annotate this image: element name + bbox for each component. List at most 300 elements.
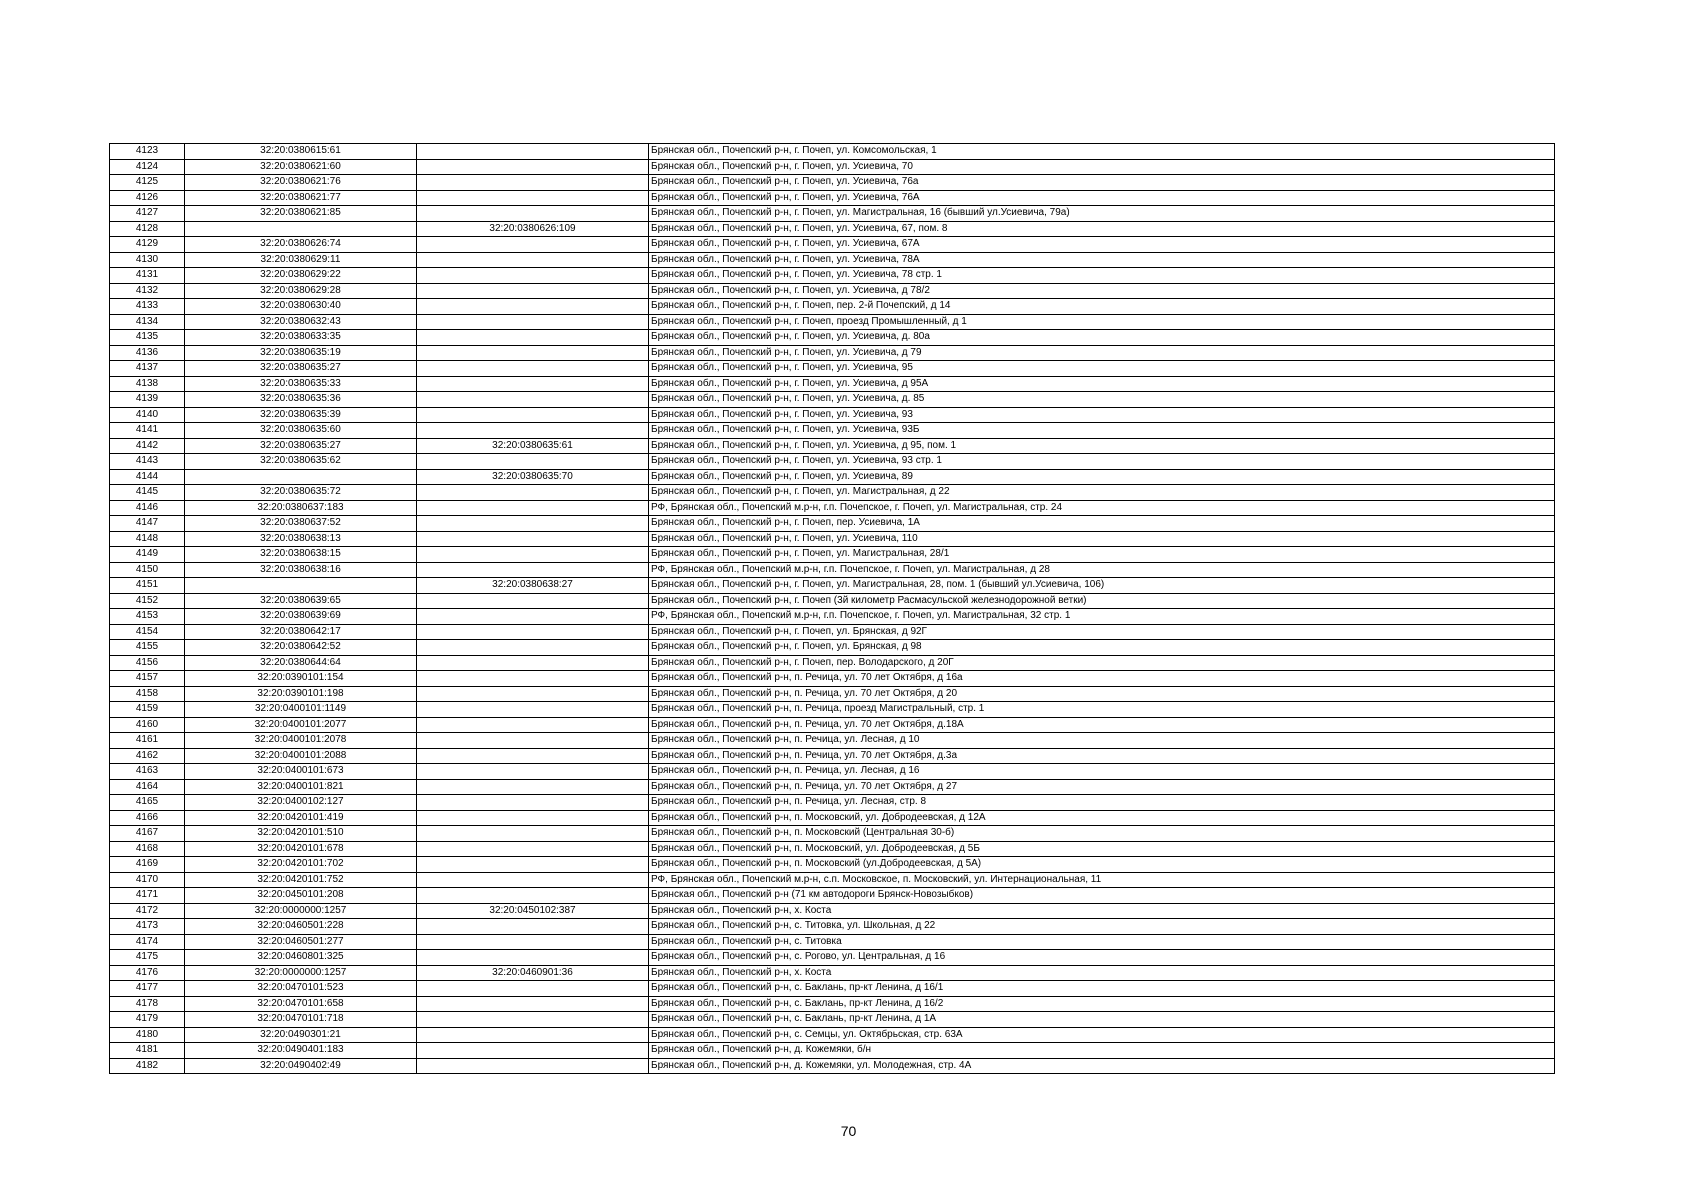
related-cadastral-number-cell	[417, 981, 649, 997]
address-cell: РФ, Брянская обл., Почепский м.р-н, г.п. Почепское, г. Почеп, ул. Магистральная, 32 стр. 1	[649, 609, 1555, 625]
related-cadastral-number-cell	[417, 159, 649, 175]
row-number-cell: 4181	[110, 1043, 185, 1059]
address-cell: Брянская обл., Почепский р-н, г. Почеп, пер. Усиевича, 1А	[649, 516, 1555, 532]
address-cell: Брянская обл., Почепский р-н, г. Почеп, ул. Магистральная, д 22	[649, 485, 1555, 501]
cadastral-number-cell: 32:20:0460501:228	[185, 919, 417, 935]
address-cell: Брянская обл., Почепский р-н, с. Рогово, ул. Центральная, д 16	[649, 950, 1555, 966]
related-cadastral-number-cell: 32:20:0380638:27	[417, 578, 649, 594]
table-row	[110, 283, 1555, 299]
related-cadastral-number-cell	[417, 330, 649, 346]
address-cell: Брянская обл., Почепский р-н, х. Коста	[649, 903, 1555, 919]
table-row	[110, 361, 1555, 377]
address-cell: Брянская обл., Почепский р-н, г. Почеп (3й километр Расмасульской железнодорожной ветки)	[649, 593, 1555, 609]
table-row	[110, 268, 1555, 284]
registry-table-body	[110, 144, 1555, 1074]
table-row	[110, 1012, 1555, 1028]
related-cadastral-number-cell	[417, 283, 649, 299]
cadastral-number-cell: 32:20:0390101:198	[185, 686, 417, 702]
table-row	[110, 252, 1555, 268]
table-row	[110, 903, 1555, 919]
cadastral-number-cell: 32:20:0380635:60	[185, 423, 417, 439]
related-cadastral-number-cell	[417, 748, 649, 764]
cadastral-number-cell: 32:20:0380635:72	[185, 485, 417, 501]
row-number-cell: 4170	[110, 872, 185, 888]
cadastral-number-cell: 32:20:0400101:2088	[185, 748, 417, 764]
table-row	[110, 407, 1555, 423]
cadastral-number-cell: 32:20:0380621:60	[185, 159, 417, 175]
registry-table	[109, 143, 1555, 1074]
row-number-cell: 4124	[110, 159, 185, 175]
row-number-cell: 4140	[110, 407, 185, 423]
cadastral-number-cell: 32:20:0420101:510	[185, 826, 417, 842]
related-cadastral-number-cell: 32:20:0380635:61	[417, 438, 649, 454]
cadastral-number-cell: 32:20:0460801:325	[185, 950, 417, 966]
address-cell: Брянская обл., Почепский р-н, х. Коста	[649, 965, 1555, 981]
row-number-cell: 4161	[110, 733, 185, 749]
table-row	[110, 748, 1555, 764]
related-cadastral-number-cell	[417, 516, 649, 532]
related-cadastral-number-cell	[417, 361, 649, 377]
row-number-cell: 4174	[110, 934, 185, 950]
related-cadastral-number-cell	[417, 764, 649, 780]
table-row	[110, 841, 1555, 857]
row-number-cell: 4134	[110, 314, 185, 330]
related-cadastral-number-cell	[417, 795, 649, 811]
related-cadastral-number-cell: 32:20:0450102:387	[417, 903, 649, 919]
address-cell: Брянская обл., Почепский р-н, с. Баклань, пр-кт Ленина, д 16/2	[649, 996, 1555, 1012]
table-row	[110, 454, 1555, 470]
row-number-cell: 4177	[110, 981, 185, 997]
cadastral-number-cell: 32:20:0380621:77	[185, 190, 417, 206]
address-cell: Брянская обл., Почепский р-н, п. Речица, ул. Лесная, д 10	[649, 733, 1555, 749]
related-cadastral-number-cell	[417, 206, 649, 222]
cadastral-number-cell: 32:20:0420101:702	[185, 857, 417, 873]
related-cadastral-number-cell	[417, 500, 649, 516]
row-number-cell: 4163	[110, 764, 185, 780]
address-cell: Брянская обл., Почепский р-н, г. Почеп, ул. Усиевича, 67, пом. 8	[649, 221, 1555, 237]
cadastral-number-cell: 32:20:0380630:40	[185, 299, 417, 315]
table-row	[110, 221, 1555, 237]
row-number-cell: 4127	[110, 206, 185, 222]
related-cadastral-number-cell	[417, 593, 649, 609]
address-cell: Брянская обл., Почепский р-н, п. Речица, ул. 70 лет Октября, д 20	[649, 686, 1555, 702]
cadastral-number-cell: 32:20:0420101:419	[185, 810, 417, 826]
related-cadastral-number-cell	[417, 268, 649, 284]
cadastral-number-cell: 32:20:0380642:52	[185, 640, 417, 656]
related-cadastral-number-cell	[417, 345, 649, 361]
related-cadastral-number-cell	[417, 144, 649, 160]
row-number-cell: 4162	[110, 748, 185, 764]
address-cell: Брянская обл., Почепский р-н, г. Почеп, ул. Усиевича, д 95, пом. 1	[649, 438, 1555, 454]
address-cell: Брянская обл., Почепский р-н, п. Речица, проезд Магистральный, стр. 1	[649, 702, 1555, 718]
address-cell: Брянская обл., Почепский р-н, г. Почеп, ул. Усиевича, 93Б	[649, 423, 1555, 439]
row-number-cell: 4158	[110, 686, 185, 702]
table-row	[110, 810, 1555, 826]
cadastral-number-cell: 32:20:0470101:523	[185, 981, 417, 997]
table-row	[110, 485, 1555, 501]
table-row	[110, 826, 1555, 842]
cadastral-number-cell: 32:20:0450101:208	[185, 888, 417, 904]
table-row	[110, 1027, 1555, 1043]
related-cadastral-number-cell	[417, 624, 649, 640]
row-number-cell: 4145	[110, 485, 185, 501]
address-cell: Брянская обл., Почепский р-н (71 км автодороги Брянск-Новозыбков)	[649, 888, 1555, 904]
cadastral-number-cell: 32:20:0380629:22	[185, 268, 417, 284]
related-cadastral-number-cell	[417, 562, 649, 578]
row-number-cell: 4126	[110, 190, 185, 206]
table-row	[110, 1058, 1555, 1074]
cadastral-number-cell: 32:20:0400101:1149	[185, 702, 417, 718]
cadastral-number-cell: 32:20:0000000:1257	[185, 903, 417, 919]
row-number-cell: 4125	[110, 175, 185, 191]
address-cell: Брянская обл., Почепский р-н, п. Московский (ул.Добродеевская, д 5А)	[649, 857, 1555, 873]
related-cadastral-number-cell	[417, 640, 649, 656]
row-number-cell: 4169	[110, 857, 185, 873]
row-number-cell: 4132	[110, 283, 185, 299]
row-number-cell: 4182	[110, 1058, 185, 1074]
address-cell: Брянская обл., Почепский р-н, с. Семцы, ул. Октябрьская, стр. 63А	[649, 1027, 1555, 1043]
address-cell: Брянская обл., Почепский р-н, г. Почеп, ул. Усиевича, д 95А	[649, 376, 1555, 392]
cadastral-number-cell: 32:20:0420101:678	[185, 841, 417, 857]
row-number-cell: 4164	[110, 779, 185, 795]
table-row	[110, 764, 1555, 780]
related-cadastral-number-cell	[417, 841, 649, 857]
related-cadastral-number-cell	[417, 547, 649, 563]
address-cell: Брянская обл., Почепский р-н, п. Речица, ул. 70 лет Октября, д.18А	[649, 717, 1555, 733]
row-number-cell: 4168	[110, 841, 185, 857]
cadastral-number-cell: 32:20:0420101:752	[185, 872, 417, 888]
address-cell: Брянская обл., Почепский р-н, г. Почеп, ул. Усиевича, 78А	[649, 252, 1555, 268]
cadastral-number-cell: 32:20:0400101:821	[185, 779, 417, 795]
row-number-cell: 4133	[110, 299, 185, 315]
related-cadastral-number-cell	[417, 934, 649, 950]
cadastral-number-cell: 32:20:0380626:74	[185, 237, 417, 253]
cadastral-number-cell: 32:20:0490301:21	[185, 1027, 417, 1043]
related-cadastral-number-cell	[417, 392, 649, 408]
address-cell: Брянская обл., Почепский р-н, г. Почеп, ул. Брянская, д 92Г	[649, 624, 1555, 640]
table-row	[110, 1043, 1555, 1059]
related-cadastral-number-cell	[417, 609, 649, 625]
table-row	[110, 562, 1555, 578]
cadastral-number-cell: 32:20:0380639:65	[185, 593, 417, 609]
address-cell: Брянская обл., Почепский р-н, г. Почеп, ул. Магистральная, 28, пом. 1 (бывший ул.Усиевича, 106)	[649, 578, 1555, 594]
related-cadastral-number-cell	[417, 996, 649, 1012]
address-cell: Брянская обл., Почепский р-н, г. Почеп, ул. Усиевича, 93	[649, 407, 1555, 423]
related-cadastral-number-cell	[417, 407, 649, 423]
address-cell: Брянская обл., Почепский р-н, п. Московский, ул. Добродеевская, д 12А	[649, 810, 1555, 826]
address-cell: Брянская обл., Почепский р-н, с. Титовка	[649, 934, 1555, 950]
address-cell: Брянская обл., Почепский р-н, г. Почеп, ул. Усиевича, 89	[649, 469, 1555, 485]
cadastral-number-cell: 32:20:0380642:17	[185, 624, 417, 640]
related-cadastral-number-cell	[417, 175, 649, 191]
address-cell: Брянская обл., Почепский р-н, г. Почеп, ул. Усиевича, д. 85	[649, 392, 1555, 408]
cadastral-number-cell: 32:20:0380629:28	[185, 283, 417, 299]
table-row	[110, 237, 1555, 253]
row-number-cell: 4178	[110, 996, 185, 1012]
cadastral-number-cell: 32:20:0490402:49	[185, 1058, 417, 1074]
row-number-cell: 4151	[110, 578, 185, 594]
related-cadastral-number-cell	[417, 671, 649, 687]
cadastral-number-cell: 32:20:0400102:127	[185, 795, 417, 811]
row-number-cell: 4142	[110, 438, 185, 454]
address-cell: Брянская обл., Почепский р-н, г. Почеп, ул. Усиевича, 93 стр. 1	[649, 454, 1555, 470]
row-number-cell: 4147	[110, 516, 185, 532]
cadastral-number-cell	[185, 221, 417, 237]
row-number-cell: 4129	[110, 237, 185, 253]
address-cell: Брянская обл., Почепский р-н, г. Почеп, ул. Усиевича, 70	[649, 159, 1555, 175]
address-cell: Брянская обл., Почепский р-н, с. Титовка, ул. Школьная, д 22	[649, 919, 1555, 935]
address-cell: Брянская обл., Почепский р-н, п. Речица, ул. 70 лет Октября, д.3а	[649, 748, 1555, 764]
table-row	[110, 376, 1555, 392]
related-cadastral-number-cell	[417, 872, 649, 888]
table-row	[110, 965, 1555, 981]
row-number-cell: 4144	[110, 469, 185, 485]
cadastral-number-cell: 32:20:0380637:183	[185, 500, 417, 516]
table-row	[110, 144, 1555, 160]
table-row	[110, 872, 1555, 888]
cadastral-number-cell: 32:20:0380633:35	[185, 330, 417, 346]
related-cadastral-number-cell	[417, 702, 649, 718]
table-row	[110, 950, 1555, 966]
table-row	[110, 888, 1555, 904]
table-row	[110, 516, 1555, 532]
row-number-cell: 4136	[110, 345, 185, 361]
cadastral-number-cell: 32:20:0380621:85	[185, 206, 417, 222]
address-cell: Брянская обл., Почепский р-н, п. Речица, ул. Лесная, д 16	[649, 764, 1555, 780]
row-number-cell: 4167	[110, 826, 185, 842]
related-cadastral-number-cell	[417, 314, 649, 330]
cadastral-number-cell	[185, 578, 417, 594]
row-number-cell: 4146	[110, 500, 185, 516]
row-number-cell: 4149	[110, 547, 185, 563]
address-cell: Брянская обл., Почепский р-н, г. Почеп, ул. Усиевича, 76А	[649, 190, 1555, 206]
table-row	[110, 206, 1555, 222]
cadastral-number-cell: 32:20:0470101:718	[185, 1012, 417, 1028]
row-number-cell: 4141	[110, 423, 185, 439]
row-number-cell: 4173	[110, 919, 185, 935]
row-number-cell: 4156	[110, 655, 185, 671]
table-row	[110, 423, 1555, 439]
table-row	[110, 996, 1555, 1012]
table-row	[110, 686, 1555, 702]
table-row	[110, 655, 1555, 671]
cadastral-number-cell: 32:20:0380629:11	[185, 252, 417, 268]
row-number-cell: 4155	[110, 640, 185, 656]
related-cadastral-number-cell	[417, 454, 649, 470]
row-number-cell: 4123	[110, 144, 185, 160]
related-cadastral-number-cell: 32:20:0380626:109	[417, 221, 649, 237]
row-number-cell: 4165	[110, 795, 185, 811]
table-row	[110, 438, 1555, 454]
address-cell: Брянская обл., Почепский р-н, г. Почеп, ул. Магистральная, 16 (бывший ул.Усиевича, 79а)	[649, 206, 1555, 222]
cadastral-number-cell: 32:20:0380637:52	[185, 516, 417, 532]
related-cadastral-number-cell	[417, 1058, 649, 1074]
address-cell: Брянская обл., Почепский р-н, п. Московский, ул. Добродеевская, д 5Б	[649, 841, 1555, 857]
related-cadastral-number-cell	[417, 1012, 649, 1028]
row-number-cell: 4153	[110, 609, 185, 625]
address-cell: Брянская обл., Почепский р-н, г. Почеп, ул. Усиевича, д 79	[649, 345, 1555, 361]
row-number-cell: 4148	[110, 531, 185, 547]
table-row	[110, 702, 1555, 718]
related-cadastral-number-cell	[417, 717, 649, 733]
table-row	[110, 392, 1555, 408]
related-cadastral-number-cell	[417, 1027, 649, 1043]
related-cadastral-number-cell	[417, 237, 649, 253]
table-row	[110, 547, 1555, 563]
related-cadastral-number-cell	[417, 686, 649, 702]
cadastral-number-cell: 32:20:0400101:673	[185, 764, 417, 780]
address-cell: Брянская обл., Почепский р-н, п. Московский (Центральная 30-б)	[649, 826, 1555, 842]
related-cadastral-number-cell	[417, 857, 649, 873]
address-cell: Брянская обл., Почепский р-н, г. Почеп, ул. Усиевича, 95	[649, 361, 1555, 377]
address-cell: Брянская обл., Почепский р-н, д. Кожемяки, ул. Молодежная, стр. 4А	[649, 1058, 1555, 1074]
related-cadastral-number-cell: 32:20:0380635:70	[417, 469, 649, 485]
cadastral-number-cell: 32:20:0400101:2077	[185, 717, 417, 733]
related-cadastral-number-cell: 32:20:0460901:36	[417, 965, 649, 981]
address-cell: Брянская обл., Почепский р-н, п. Речица, ул. 70 лет Октября, д 16а	[649, 671, 1555, 687]
cadastral-number-cell: 32:20:0380644:64	[185, 655, 417, 671]
row-number-cell: 4160	[110, 717, 185, 733]
related-cadastral-number-cell	[417, 810, 649, 826]
table-row	[110, 469, 1555, 485]
address-cell: Брянская обл., Почепский р-н, с. Баклань, пр-кт Ленина, д 16/1	[649, 981, 1555, 997]
address-cell: Брянская обл., Почепский р-н, г. Почеп, ул. Усиевича, 110	[649, 531, 1555, 547]
address-cell: Брянская обл., Почепский р-н, с. Баклань, пр-кт Ленина, д 1А	[649, 1012, 1555, 1028]
row-number-cell: 4150	[110, 562, 185, 578]
related-cadastral-number-cell	[417, 423, 649, 439]
table-row	[110, 779, 1555, 795]
cadastral-number-cell: 32:20:0380632:43	[185, 314, 417, 330]
row-number-cell: 4139	[110, 392, 185, 408]
cadastral-number-cell: 32:20:0460501:277	[185, 934, 417, 950]
table-row	[110, 314, 1555, 330]
address-cell: Брянская обл., Почепский р-н, г. Почеп, пер. Володарского, д 20Г	[649, 655, 1555, 671]
related-cadastral-number-cell	[417, 190, 649, 206]
address-cell: Брянская обл., Почепский р-н, г. Почеп, ул. Усиевича, 67А	[649, 237, 1555, 253]
address-cell: Брянская обл., Почепский р-н, г. Почеп, проезд Промышленный, д 1	[649, 314, 1555, 330]
row-number-cell: 4171	[110, 888, 185, 904]
related-cadastral-number-cell	[417, 1043, 649, 1059]
related-cadastral-number-cell	[417, 252, 649, 268]
cadastral-number-cell: 32:20:0380638:15	[185, 547, 417, 563]
table-row	[110, 624, 1555, 640]
table-row	[110, 531, 1555, 547]
table-row	[110, 299, 1555, 315]
address-cell: Брянская обл., Почепский р-н, п. Речица, ул. Лесная, стр. 8	[649, 795, 1555, 811]
cadastral-number-cell: 32:20:0380635:36	[185, 392, 417, 408]
table-row	[110, 175, 1555, 191]
cadastral-number-cell: 32:20:0380635:62	[185, 454, 417, 470]
table-row	[110, 609, 1555, 625]
table-row	[110, 919, 1555, 935]
cadastral-number-cell: 32:20:0000000:1257	[185, 965, 417, 981]
table-row	[110, 640, 1555, 656]
related-cadastral-number-cell	[417, 299, 649, 315]
table-row	[110, 671, 1555, 687]
related-cadastral-number-cell	[417, 655, 649, 671]
related-cadastral-number-cell	[417, 733, 649, 749]
row-number-cell: 4138	[110, 376, 185, 392]
row-number-cell: 4131	[110, 268, 185, 284]
address-cell: РФ, Брянская обл., Почепский м.р-н, г.п. Почепское, г. Почеп, ул. Магистральная, стр. 24	[649, 500, 1555, 516]
cadastral-number-cell: 32:20:0380635:27	[185, 438, 417, 454]
row-number-cell: 4157	[110, 671, 185, 687]
address-cell: Брянская обл., Почепский р-н, г. Почеп, ул. Усиевича, д 78/2	[649, 283, 1555, 299]
address-cell: Брянская обл., Почепский р-н, г. Почеп, ул. Усиевича, д. 80а	[649, 330, 1555, 346]
cadastral-number-cell: 32:20:0380638:16	[185, 562, 417, 578]
table-row	[110, 500, 1555, 516]
table-row	[110, 934, 1555, 950]
row-number-cell: 4135	[110, 330, 185, 346]
related-cadastral-number-cell	[417, 950, 649, 966]
row-number-cell: 4179	[110, 1012, 185, 1028]
table-row	[110, 857, 1555, 873]
table-row	[110, 717, 1555, 733]
table-row	[110, 345, 1555, 361]
cadastral-number-cell: 32:20:0400101:2078	[185, 733, 417, 749]
related-cadastral-number-cell	[417, 826, 649, 842]
cadastral-number-cell: 32:20:0380638:13	[185, 531, 417, 547]
row-number-cell: 4176	[110, 965, 185, 981]
row-number-cell: 4130	[110, 252, 185, 268]
row-number-cell: 4172	[110, 903, 185, 919]
related-cadastral-number-cell	[417, 779, 649, 795]
address-cell: Брянская обл., Почепский р-н, г. Почеп, ул. Усиевича, 76а	[649, 175, 1555, 191]
cadastral-number-cell: 32:20:0380635:33	[185, 376, 417, 392]
cadastral-number-cell	[185, 469, 417, 485]
address-cell: Брянская обл., Почепский р-н, г. Почеп, пер. 2-й Почепский, д 14	[649, 299, 1555, 315]
address-cell: РФ, Брянская обл., Почепский м.р-н, с.п. Московское, п. Московский, ул. Интернациональная, 11	[649, 872, 1555, 888]
cadastral-number-cell: 32:20:0380635:19	[185, 345, 417, 361]
cadastral-number-cell: 32:20:0380635:27	[185, 361, 417, 377]
row-number-cell: 4154	[110, 624, 185, 640]
row-number-cell: 4152	[110, 593, 185, 609]
address-cell: Брянская обл., Почепский р-н, г. Почеп, ул. Брянская, д 98	[649, 640, 1555, 656]
address-cell: РФ, Брянская обл., Почепский м.р-н, г.п. Почепское, г. Почеп, ул. Магистральная, д 28	[649, 562, 1555, 578]
related-cadastral-number-cell	[417, 376, 649, 392]
table-row	[110, 578, 1555, 594]
address-cell: Брянская обл., Почепский р-н, г. Почеп, ул. Магистральная, 28/1	[649, 547, 1555, 563]
cadastral-number-cell: 32:20:0380621:76	[185, 175, 417, 191]
row-number-cell: 4175	[110, 950, 185, 966]
address-cell: Брянская обл., Почепский р-н, п. Речица, ул. 70 лет Октября, д 27	[649, 779, 1555, 795]
page-number: 70	[840, 1123, 857, 1139]
cadastral-number-cell: 32:20:0470101:658	[185, 996, 417, 1012]
table-row	[110, 593, 1555, 609]
address-cell: Брянская обл., Почепский р-н, г. Почеп, ул. Комсомольская, 1	[649, 144, 1555, 160]
address-cell: Брянская обл., Почепский р-н, г. Почеп, ул. Усиевича, 78 стр. 1	[649, 268, 1555, 284]
cadastral-number-cell: 32:20:0380615:61	[185, 144, 417, 160]
table-row	[110, 190, 1555, 206]
table-row	[110, 330, 1555, 346]
cadastral-number-cell: 32:20:0390101:154	[185, 671, 417, 687]
row-number-cell: 4128	[110, 221, 185, 237]
related-cadastral-number-cell	[417, 485, 649, 501]
address-cell: Брянская обл., Почепский р-н, д. Кожемяки, б/н	[649, 1043, 1555, 1059]
table-row	[110, 159, 1555, 175]
table-row	[110, 981, 1555, 997]
cadastral-number-cell: 32:20:0380635:39	[185, 407, 417, 423]
row-number-cell: 4180	[110, 1027, 185, 1043]
related-cadastral-number-cell	[417, 888, 649, 904]
related-cadastral-number-cell	[417, 531, 649, 547]
cadastral-number-cell: 32:20:0490401:183	[185, 1043, 417, 1059]
table-row	[110, 795, 1555, 811]
row-number-cell: 4159	[110, 702, 185, 718]
related-cadastral-number-cell	[417, 919, 649, 935]
row-number-cell: 4143	[110, 454, 185, 470]
row-number-cell: 4137	[110, 361, 185, 377]
